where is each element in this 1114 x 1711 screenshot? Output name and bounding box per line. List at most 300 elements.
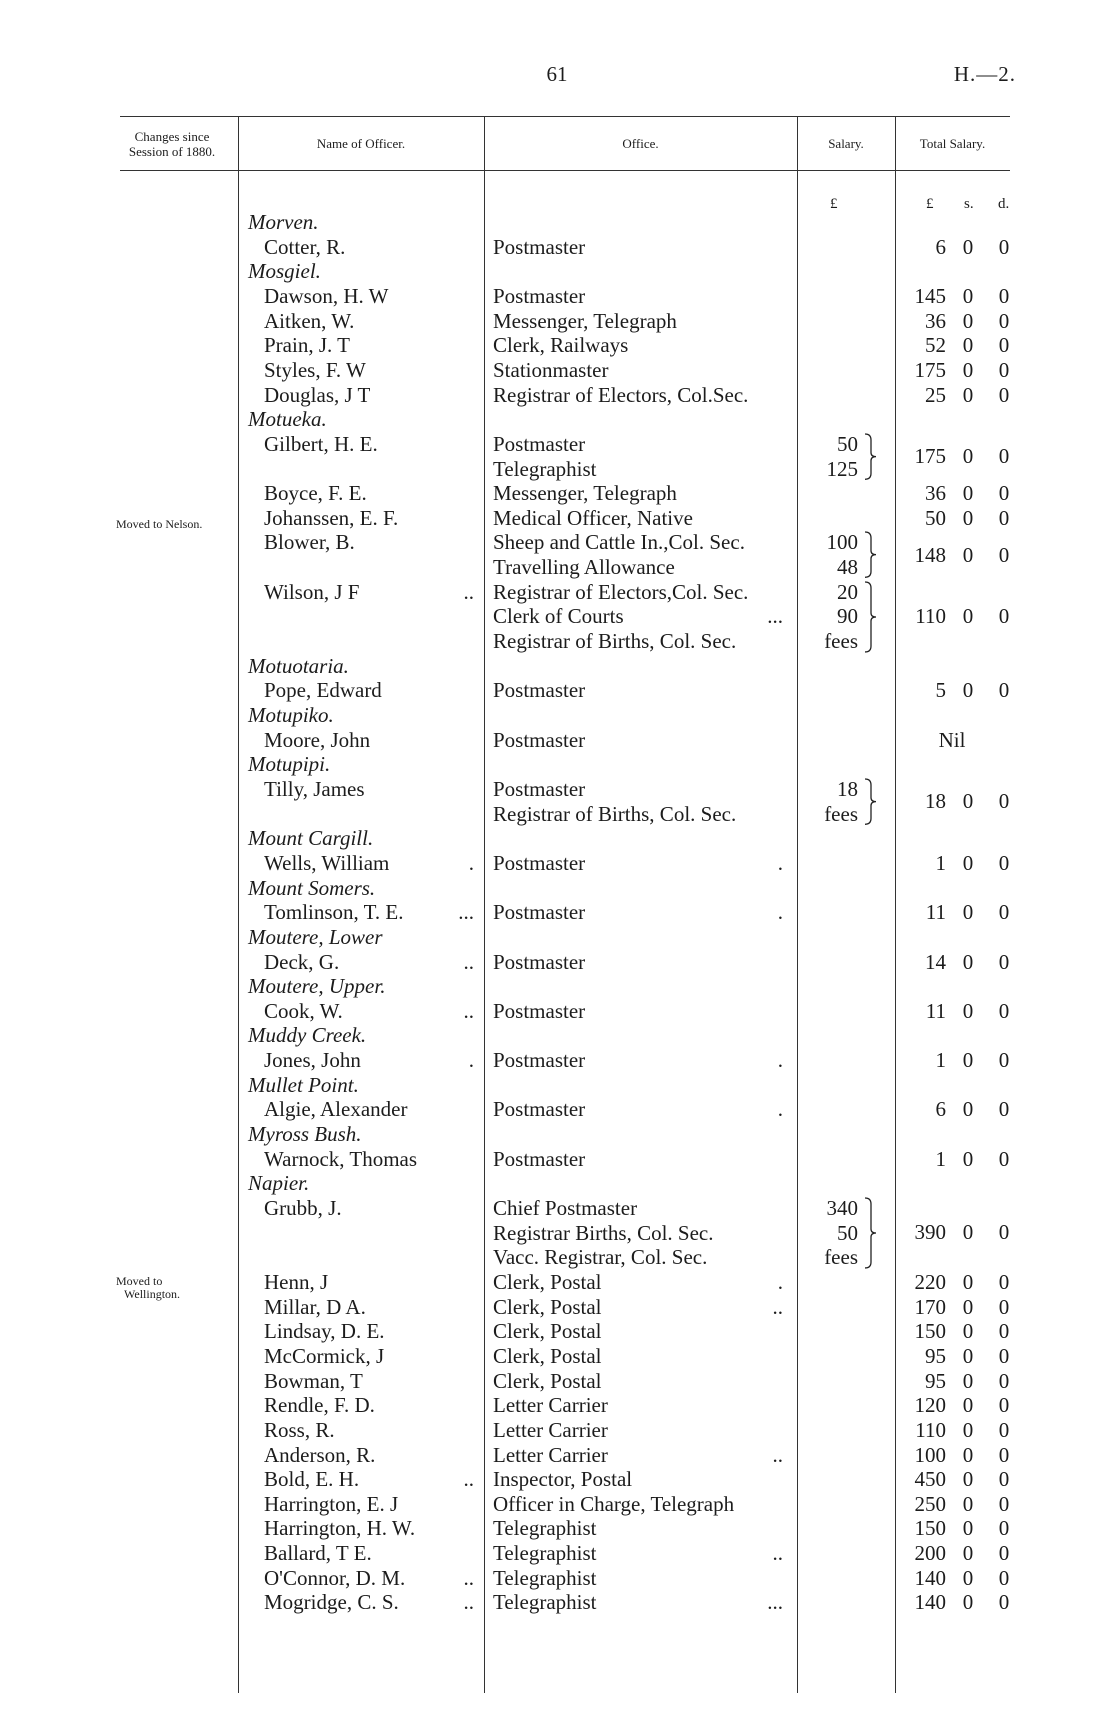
total-shillings: 0	[962, 1097, 974, 1122]
salary-amount: 340	[826, 1196, 858, 1220]
locality-name: Mosgiel.	[248, 259, 321, 284]
total-pence: 0	[998, 1565, 1010, 1590]
office-title: Postmaster	[493, 850, 586, 875]
total-pounds: 200	[914, 1541, 946, 1566]
officer-row	[0, 851, 1114, 876]
office-title: Clerk, Postal	[493, 1319, 602, 1344]
office-title: Registrar of Births, Col. Sec.	[493, 801, 737, 826]
officer-name: Aitken, W.	[264, 308, 355, 333]
header-name: Name of Officer.	[316, 136, 406, 151]
total-pence: 0	[998, 505, 1010, 530]
officer-row	[0, 1443, 1114, 1468]
total-pounds: 250	[914, 1491, 946, 1516]
officer-row	[0, 1097, 1114, 1122]
locality-row	[0, 210, 1114, 235]
officer-name: Dawson, H. W	[264, 283, 389, 308]
salary-amount: 90	[837, 604, 858, 629]
total-pence: 0	[998, 1048, 1010, 1073]
total-unit-shillings: s.	[964, 196, 974, 212]
office-title: Postmaster	[493, 1097, 586, 1122]
locality-row	[0, 259, 1114, 284]
total-pounds: 52	[925, 333, 946, 358]
office-title: Messenger, Telegraph	[493, 308, 677, 333]
locality-name: Mullet Point.	[248, 1072, 359, 1097]
total-shillings: 0	[962, 998, 974, 1023]
office-title: Messenger, Telegraph	[493, 481, 677, 506]
officer-name: Algie, Alexander	[264, 1097, 408, 1122]
locality-row	[0, 925, 1114, 950]
total-pence: 0	[998, 382, 1010, 407]
total-shillings: 0	[962, 481, 974, 506]
total-pounds: 175	[914, 357, 946, 382]
total-shillings: 0	[962, 1491, 974, 1516]
total-shillings: 0	[962, 1368, 974, 1393]
office-title: Registrar of Births, Col. Sec.	[493, 629, 737, 654]
group-total-row	[0, 444, 1114, 469]
officer-name: Ballard, T E.	[264, 1541, 372, 1566]
officer-row	[0, 728, 1114, 753]
total-shillings: 0	[962, 1417, 974, 1442]
office-title: Telegraphist	[493, 1516, 597, 1541]
group-total-row	[0, 604, 1114, 629]
total-pence: 0	[998, 604, 1010, 629]
header-salary: Salary.	[828, 136, 864, 151]
total-shillings: 0	[962, 1269, 974, 1294]
total-shillings: 0	[962, 1442, 974, 1467]
office-title: Clerk, Postal	[493, 1294, 602, 1319]
total-shillings: 0	[962, 382, 974, 407]
officer-name: Lindsay, D. E.	[264, 1319, 385, 1344]
office-title: Medical Officer, Native	[493, 505, 693, 530]
office-title: Vacc. Registrar, Col. Sec.	[493, 1245, 708, 1270]
total-pence: 0	[998, 1343, 1010, 1368]
officer-name: Warnock, Thomas	[264, 1146, 418, 1171]
total-pounds: 150	[914, 1319, 946, 1344]
officer-row	[0, 1319, 1114, 1344]
group-total-row	[0, 789, 1114, 814]
total-shillings: 0	[962, 1220, 974, 1245]
total-pounds: 390	[914, 1220, 946, 1245]
total-pounds: 6	[935, 1097, 946, 1122]
total-pence: 0	[998, 234, 1010, 259]
office-title: Inspector, Postal	[493, 1467, 633, 1492]
office-title: Postmaster	[493, 998, 586, 1023]
officer-row	[0, 235, 1114, 260]
officer-row	[0, 1147, 1114, 1172]
total-pence: 0	[998, 1269, 1010, 1294]
header-changes-line: Session of 1880.	[128, 144, 216, 159]
total-pence: 0	[998, 357, 1010, 382]
office-title: Clerk of Courts	[493, 604, 624, 629]
office-title: Postmaster	[493, 1048, 586, 1073]
officer-row	[0, 1516, 1114, 1541]
officer-name: Johanssen, E. F.	[264, 505, 399, 530]
total-shillings: 0	[962, 1319, 974, 1344]
total-pence: 0	[998, 333, 1010, 358]
total-pence: 0	[998, 283, 1010, 308]
locality-row	[0, 1023, 1114, 1048]
total-pounds: 148	[914, 542, 946, 567]
locality-name: Moutere, Lower	[248, 924, 383, 949]
locality-name: Napier.	[248, 1171, 310, 1196]
total-pounds: 5	[935, 678, 946, 703]
total-pence: 0	[998, 1442, 1010, 1467]
office-title: Postmaster	[493, 776, 586, 801]
office-title: Clerk, Postal	[493, 1269, 602, 1294]
officer-name: Rendle, F. D.	[264, 1393, 375, 1418]
office-title: Chief Postmaster	[493, 1196, 638, 1220]
leader-dots: .	[777, 1097, 783, 1122]
total-pence: 0	[998, 949, 1010, 974]
locality-row	[0, 974, 1114, 999]
office-title: Clerk, Postal	[493, 1343, 602, 1368]
leader-dots: ...	[458, 900, 474, 925]
officer-row	[0, 1369, 1114, 1394]
total-pence: 0	[998, 1319, 1010, 1344]
leader-dots: ..	[463, 998, 474, 1023]
locality-name: Muddy Creek.	[248, 1023, 367, 1048]
officer-row	[0, 1048, 1114, 1073]
officer-name: Harrington, H. W.	[264, 1516, 416, 1541]
officer-name: Tilly, James	[264, 776, 365, 801]
leader-dots: ..	[463, 579, 474, 604]
table-top-rule	[120, 116, 1010, 117]
office-title: Letter Carrier	[493, 1393, 608, 1418]
officer-name: Wilson, J F	[264, 579, 360, 604]
officer-name: Millar, D A.	[264, 1294, 366, 1319]
office-title: Telegraphist	[493, 1541, 597, 1566]
leader-dots: ..	[772, 1442, 783, 1467]
total-pence: 0	[998, 1467, 1010, 1492]
total-pounds: 14	[925, 949, 946, 974]
total-shillings: 0	[962, 283, 974, 308]
officer-name: Anderson, R.	[264, 1442, 376, 1467]
locality-row	[0, 752, 1114, 777]
salary-amount: 18	[837, 776, 858, 801]
office-title: Postmaster	[493, 727, 586, 752]
total-unit-pence: d.	[998, 196, 1010, 212]
leader-dots: .	[777, 850, 783, 875]
officer-row	[0, 1196, 1114, 1221]
office-title: Postmaster	[493, 431, 586, 456]
leader-dots: ...	[767, 604, 783, 629]
salary-amount: 20	[837, 579, 858, 604]
office-title: Clerk, Railways	[493, 333, 629, 358]
officer-name: Douglas, J T	[264, 382, 371, 407]
officer-name: Henn, J	[264, 1269, 329, 1294]
locality-row	[0, 1073, 1114, 1098]
officer-name: Ross, R.	[264, 1417, 335, 1442]
office-title: Postmaster	[493, 1146, 586, 1171]
office-title: Registrar of Electors,Col. Sec.	[493, 579, 749, 604]
office-title: Postmaster	[493, 234, 586, 259]
officer-row	[0, 678, 1114, 703]
officer-row	[0, 1245, 1114, 1270]
officer-row	[0, 333, 1114, 358]
locality-row	[0, 654, 1114, 679]
officer-row	[0, 309, 1114, 334]
change-note	[116, 1275, 180, 1301]
officer-name: Mogridge, C. S.	[264, 1590, 399, 1615]
total-shillings: 0	[962, 1467, 974, 1492]
officer-row	[0, 1393, 1114, 1418]
total-shillings: 0	[962, 333, 974, 358]
officer-row	[0, 1418, 1114, 1443]
total-shillings: 0	[962, 604, 974, 629]
locality-name: Morven.	[248, 210, 319, 234]
officer-row	[0, 950, 1114, 975]
total-pence: 0	[998, 1417, 1010, 1442]
total-pounds: 6	[935, 234, 946, 259]
locality-name: Myross Bush.	[248, 1122, 362, 1147]
header-total-salary: Total Salary.	[919, 136, 986, 151]
total-pence: 0	[998, 1393, 1010, 1418]
leader-dots: ..	[772, 1294, 783, 1319]
salary-amount: 50	[837, 431, 858, 456]
total-pounds: 1	[935, 850, 946, 875]
group-total-row	[0, 543, 1114, 568]
total-pence: 0	[998, 1368, 1010, 1393]
total-shillings: 0	[962, 1294, 974, 1319]
officer-row	[0, 1344, 1114, 1369]
officer-name: Harrington, E. J	[264, 1491, 399, 1516]
total-shillings: 0	[962, 1393, 974, 1418]
total-pounds: 150	[914, 1516, 946, 1541]
total-pounds: 95	[925, 1343, 946, 1368]
salary-amount: 125	[826, 456, 858, 481]
locality-row	[0, 1171, 1114, 1196]
total-pence: 0	[998, 481, 1010, 506]
total-pence: 0	[998, 1516, 1010, 1541]
officer-name: Bowman, T	[264, 1368, 363, 1393]
total-shillings: 0	[962, 308, 974, 333]
total-pounds: 175	[914, 444, 946, 468]
office-title: Sheep and Cattle In.,Col. Sec.	[493, 530, 745, 555]
total-pounds: 110	[915, 604, 946, 629]
change-note-line: Moved to	[116, 1274, 163, 1288]
total-pounds: 18	[925, 789, 946, 814]
leader-dots: ...	[767, 1590, 783, 1615]
officer-row	[0, 284, 1114, 309]
total-shillings: 0	[962, 1590, 974, 1615]
locality-name: Moutere, Upper.	[248, 974, 386, 999]
leader-dots: .	[777, 900, 783, 925]
leader-dots: ..	[463, 949, 474, 974]
total-pounds: 220	[914, 1269, 946, 1294]
total-pounds: 25	[925, 382, 946, 407]
total-pounds: 95	[925, 1368, 946, 1393]
officer-row	[0, 629, 1114, 654]
office-title: Postmaster	[493, 949, 586, 974]
total-pence: 0	[998, 308, 1010, 333]
locality-name: Motupiko.	[248, 703, 334, 727]
total-pounds: 1	[935, 1146, 946, 1171]
officer-name: Prain, J. T	[264, 333, 350, 358]
office-title: Postmaster	[493, 283, 586, 308]
leader-dots: .	[468, 1048, 474, 1073]
locality-row	[0, 407, 1114, 432]
total-nil: Nil	[938, 727, 966, 752]
salary-amount: fees	[824, 801, 858, 826]
total-pence: 0	[998, 998, 1010, 1023]
header-changes	[116, 129, 228, 159]
total-pence: 0	[998, 1294, 1010, 1319]
officer-row	[0, 383, 1114, 408]
office-title: Postmaster	[493, 678, 586, 703]
office-title: Telegraphist	[493, 456, 597, 481]
officer-row	[0, 1492, 1114, 1517]
total-pence: 0	[998, 900, 1010, 925]
total-pounds: 140	[914, 1565, 946, 1590]
total-pence: 0	[998, 1097, 1010, 1122]
salary-amount: 50	[837, 1220, 858, 1245]
salary-unit-pounds: £	[830, 196, 838, 212]
locality-name: Motueka.	[248, 407, 327, 432]
officer-name: Cook, W.	[264, 998, 343, 1023]
officer-name: Styles, F. W	[264, 357, 366, 382]
total-shillings: 0	[962, 949, 974, 974]
officer-name: Wells, William	[264, 850, 390, 875]
total-pence: 0	[998, 1146, 1010, 1171]
office-title: Letter Carrier	[493, 1417, 608, 1442]
office-title: Registrar of Electors, Col.Sec.	[493, 382, 749, 407]
locality-name: Mount Somers.	[248, 875, 376, 900]
total-shillings: 0	[962, 789, 974, 814]
total-shillings: 0	[962, 444, 974, 468]
office-title: Telegraphist	[493, 1565, 597, 1590]
office-title: Officer in Charge, Telegraph	[493, 1491, 735, 1516]
salary-amount: 48	[837, 555, 858, 580]
locality-name: Motupipi.	[248, 752, 331, 777]
office-title: Telegraphist	[493, 1590, 597, 1615]
total-pounds: 36	[925, 481, 946, 506]
total-pence: 0	[998, 678, 1010, 703]
office-title: Registrar Births, Col. Sec.	[493, 1220, 714, 1245]
officer-name: Cotter, R.	[264, 234, 346, 259]
total-pence: 0	[998, 1541, 1010, 1566]
page-number: 61	[546, 62, 568, 86]
total-shillings: 0	[962, 1048, 974, 1073]
officer-row	[0, 999, 1114, 1024]
leader-dots: ..	[463, 1565, 474, 1590]
officer-row	[0, 358, 1114, 383]
locality-row	[0, 826, 1114, 851]
office-title: Postmaster	[493, 900, 586, 925]
officer-name: Grubb, J.	[264, 1196, 342, 1220]
total-pence: 0	[998, 1590, 1010, 1615]
leader-dots: ..	[463, 1590, 474, 1615]
officer-name: Deck, G.	[264, 949, 340, 974]
officer-row	[0, 481, 1114, 506]
total-pence: 0	[998, 1491, 1010, 1516]
total-shillings: 0	[962, 1516, 974, 1541]
locality-name: Motuotaria.	[248, 653, 349, 678]
office-title: Stationmaster	[493, 357, 609, 382]
leader-dots: ..	[463, 1467, 474, 1492]
officer-name: Blower, B.	[264, 530, 355, 555]
total-shillings: 0	[962, 505, 974, 530]
total-pounds: 100	[914, 1442, 946, 1467]
office-title: Travelling Allowance	[493, 555, 675, 580]
officer-row	[0, 1566, 1114, 1591]
total-shillings: 0	[962, 900, 974, 925]
total-pounds: 145	[914, 283, 946, 308]
total-shillings: 0	[962, 850, 974, 875]
salary-amount: fees	[824, 1245, 858, 1270]
total-pounds: 170	[914, 1294, 946, 1319]
total-shillings: 0	[962, 1343, 974, 1368]
officer-name: Tomlinson, T. E.	[264, 900, 404, 925]
total-shillings: 0	[962, 357, 974, 382]
officer-name: Bold, E. H.	[264, 1467, 360, 1492]
officer-row	[0, 900, 1114, 925]
total-pounds: 11	[925, 998, 946, 1023]
header-changes-line: Changes since	[134, 129, 210, 144]
locality-row	[0, 1122, 1114, 1147]
total-pence: 0	[998, 850, 1010, 875]
total-shillings: 0	[962, 1146, 974, 1171]
total-pence: 0	[998, 444, 1010, 468]
office-title: Letter Carrier	[493, 1442, 608, 1467]
officer-name: McCormick, J	[264, 1343, 385, 1368]
locality-row	[0, 703, 1114, 728]
total-pounds: 1	[935, 1048, 946, 1073]
officer-row	[0, 1541, 1114, 1566]
change-note-line: Wellington.	[124, 1287, 181, 1301]
total-pence: 0	[998, 542, 1010, 567]
officer-name: O'Connor, D. M.	[264, 1565, 406, 1590]
total-shillings: 0	[962, 678, 974, 703]
total-unit-pounds: £	[926, 196, 934, 212]
leader-dots: .	[468, 850, 474, 875]
total-pounds: 36	[925, 308, 946, 333]
locality-row	[0, 876, 1114, 901]
officer-name: Boyce, F. E.	[264, 481, 367, 506]
total-shillings: 0	[962, 234, 974, 259]
header-bottom-rule	[120, 170, 1010, 171]
total-shillings: 0	[962, 1565, 974, 1590]
officer-name: Gilbert, H. E.	[264, 431, 378, 456]
total-shillings: 0	[962, 1541, 974, 1566]
locality-name: Mount Cargill.	[248, 826, 374, 851]
total-pounds: 140	[914, 1590, 946, 1615]
total-pounds: 50	[925, 505, 946, 530]
salary-amount: 100	[826, 530, 858, 555]
office-title: Clerk, Postal	[493, 1368, 602, 1393]
change-note: Moved to Nelson.	[116, 517, 203, 531]
officer-row	[0, 580, 1114, 605]
group-total-row	[0, 1220, 1114, 1245]
officer-row	[0, 1467, 1114, 1492]
document-series: H.—2.	[953, 62, 1016, 86]
total-pence: 0	[998, 1220, 1010, 1245]
total-pounds: 120	[914, 1393, 946, 1418]
leader-dots: ..	[772, 1541, 783, 1566]
total-pounds: 450	[914, 1467, 946, 1492]
total-pounds: 11	[925, 900, 946, 925]
total-pence: 0	[998, 789, 1010, 814]
total-shillings: 0	[962, 542, 974, 567]
header-office: Office.	[622, 136, 659, 151]
officer-row	[0, 1590, 1114, 1615]
officer-name: Pope, Edward	[264, 678, 382, 703]
leader-dots: .	[777, 1048, 783, 1073]
salary-amount: fees	[824, 629, 858, 654]
leader-dots: .	[777, 1269, 783, 1294]
total-pounds: 110	[915, 1417, 946, 1442]
officer-name: Moore, John	[264, 727, 371, 752]
officer-name: Jones, John	[264, 1048, 361, 1073]
